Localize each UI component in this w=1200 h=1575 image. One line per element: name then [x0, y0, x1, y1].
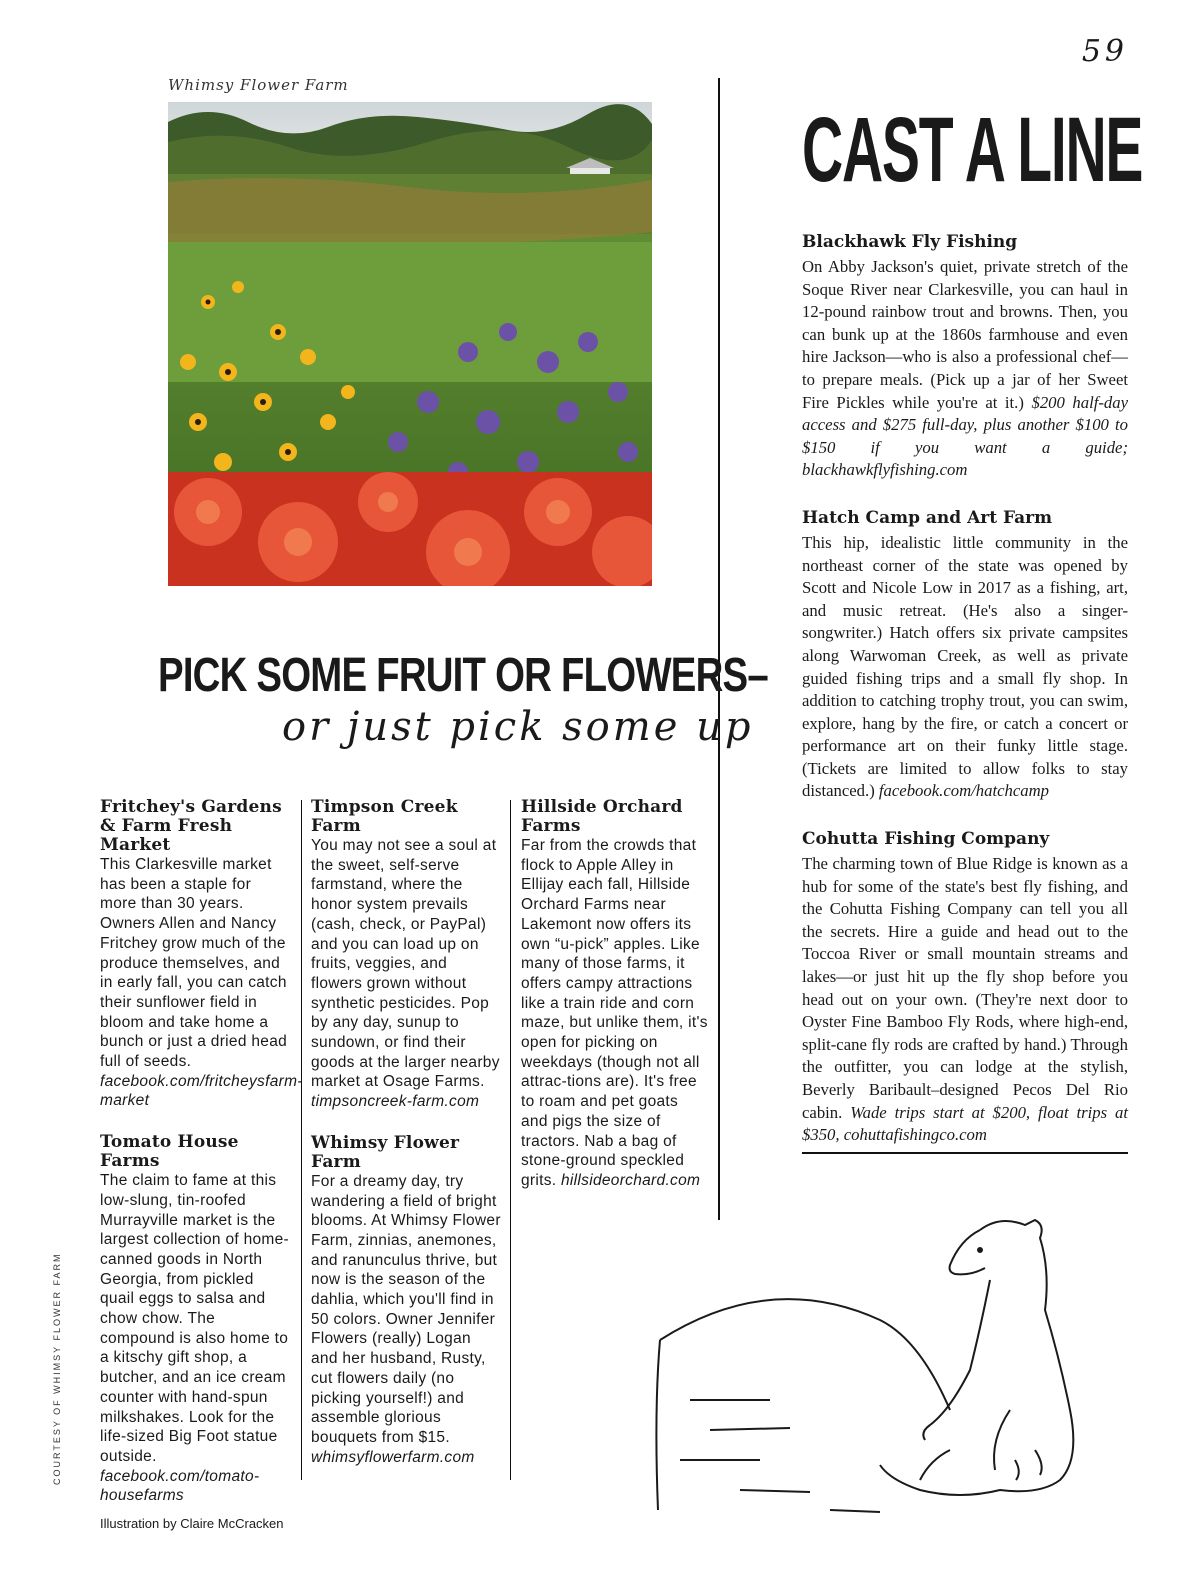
fishing-entry-body: The charming town of Blue Ridge is known as a hub for some of the state's best fly fishing, and the Cohutta Fishing Company can tell you all the secrets. Hire a guide and head out to the Toccoa River or small mountain streams and lakes—or just hit up the fly shop before you head out on your own. (They're next door to Oyster Fine Bamboo Fly Rods, where high-end, split-cane fly rods are crafted by hand.) Through the outfitter, you can lodge at the stylish, Beverly Baribault–designed Pecos Del Rio cabin. — [802, 854, 1128, 1122]
listing-link[interactable]: timpsoncreek-farm.com — [311, 1093, 480, 1111]
listing-body: Far from the crowds that flock to Apple Alley in Ellijay each fall, Hillside Orchard Farms near Lakemont now offers its own “u-pick” apples. Like many of those farms, it offers campy attractions like a train ride and corn maze, but unlike them, it's open for picking on weekdays (though not all attrac-tions are). It's free to roam and pet goats and pigs the size of tractors. Nab a bag of stone-ground speckled grits. — [521, 837, 708, 1189]
section-headline: PICK SOME FRUIT OR FLOWERS– — [158, 649, 768, 702]
fishing-entry-body: On Abby Jackson's quiet, private stretch of the Soque River near Clarkesville, you can haul in 12-pound rainbow trout and browns. Then, you can bunk up at the 1860s farmhouse and even hire Jackson—who is also a professional chef—to prepare meals. (Pick up a jar of her Sweet Fire Pickles while you're at it.) — [802, 257, 1128, 412]
fishing-entry-details[interactable]: facebook.com/hatchcamp — [878, 781, 1049, 801]
listing-entry — [521, 798, 709, 1191]
section-script-subtitle: or just pick some up — [282, 704, 754, 750]
listing-link[interactable]: hillsideorchard.com — [561, 1171, 701, 1189]
fishing-entry — [802, 829, 1128, 1147]
fishing-entry-title: Cohutta Fishing Company — [802, 829, 1050, 850]
fishing-entry-title: Blackhawk Fly Fishing — [802, 232, 1018, 252]
fishing-entry — [802, 508, 1128, 803]
listing-body: This Clarkesville market has been a staple for more than 30 years. Owners Allen and Nancy Fritchey grow much of the produce themselves, and in early fall, you can catch their sunflower field in bloom and take home a bunch or just a dried head full of seeds. — [100, 856, 288, 1071]
flower-field-photo — [168, 102, 652, 586]
listing-column-2 — [311, 798, 501, 1489]
illustration-credit: Illustration by Claire McCracken — [100, 1516, 284, 1531]
listing-body: The claim to fame at this low-slung, tin-roofed Murrayville market is the largest collection of home-canned goods in North Georgia, from pickled quail eggs to salsa and chow chow. The compound is also home to a kitschy gift shop, a butcher, and an ice cream counter with hand-spun milkshakes. Look for the life-sized Big Foot statue outside. — [100, 1172, 290, 1465]
fishing-entry-details[interactable]: $200 half-day access and $275 full-day, plus another $100 to $150 if you want a guide; blackhawkflyfishing.com — [802, 392, 1128, 480]
listing-body: For a dreamy day, try wandering a field of bright blooms. At Whimsy Flower Farm, zinnias, anemones, and ranunculus thrive, but now is the season of the dahlia, which you'll find in 50 colors. Owner Jennifer Flowers (really) Logan and her husband, Rusty, cut flowers daily (no picking yourself!) and assemble glorious bouquets from $15. — [311, 1172, 501, 1446]
listing-title: Whimsy Flower Farm — [311, 1132, 460, 1172]
fishing-entry-details[interactable]: Wade trips start at $200, float trips at $350, cohuttafishingco.com — [802, 1102, 1128, 1145]
fishing-bear-illustration — [650, 1210, 1100, 1520]
fishing-entry-body: This hip, idealistic little community in the northeast corner of the state was opened by Scott and Nicole Low in 2017 as a fishing, art, and music retreat. (He's also a singer-songwriter.) Hatch offers six private campsites along Warwoman Creek, as well as private guided fishing trips and a small fly shop. In addition to catching trophy trout, you can swim, explore, hang by the fire, or catch a concert or performance art on their funky little stage. (Tickets are limited to allow folks to stay distanced.) — [802, 532, 1128, 801]
listing-link[interactable]: facebook.com/fritcheysfarm-market — [100, 1072, 303, 1110]
fishing-listings — [802, 232, 1128, 1173]
fishing-entry-title: Hatch Camp and Art Farm — [802, 507, 1053, 528]
page-number: 59 — [1081, 34, 1128, 69]
listing-title: Timpson Creek Farm — [311, 797, 458, 836]
listing-link[interactable]: whimsyflowerfarm.com — [311, 1448, 475, 1466]
column-rule — [510, 800, 511, 1480]
listing-entry — [100, 797, 303, 1111]
listing-title: Hillside Orchard Farms — [521, 797, 683, 836]
photo-credit: COURTESY OF WHIMSY FLOWER FARM — [52, 1252, 62, 1485]
section-end-rule — [802, 1152, 1128, 1154]
fishing-entry — [802, 232, 1128, 482]
photo-caption: Whimsy Flower Farm — [168, 76, 349, 94]
listing-column-3 — [521, 798, 709, 1213]
listing-title: Fritchey's Gardens & Farm Fresh Market — [100, 797, 282, 855]
listing-entry — [311, 1134, 501, 1468]
cast-a-line-title: CAST A LINE — [802, 99, 1143, 201]
listing-link[interactable]: facebook.com/tomato-housefarms — [100, 1467, 260, 1505]
listing-column-1 — [100, 797, 303, 1528]
listing-title: Tomato House Farms — [100, 1132, 239, 1172]
listing-entry — [100, 1133, 290, 1506]
column-rule — [301, 800, 302, 1480]
listing-entry — [311, 798, 501, 1112]
listing-body: You may not see a soul at the sweet, self-serve farmstand, where the honor system prevails (cash, check, or PayPal) and you can load up on fruits, veggies, and flowers grown without synthetic pesticides. Pop by any day, sunup to sundown, or find their goods at the larger nearby market at Osage Farms. — [311, 837, 500, 1091]
